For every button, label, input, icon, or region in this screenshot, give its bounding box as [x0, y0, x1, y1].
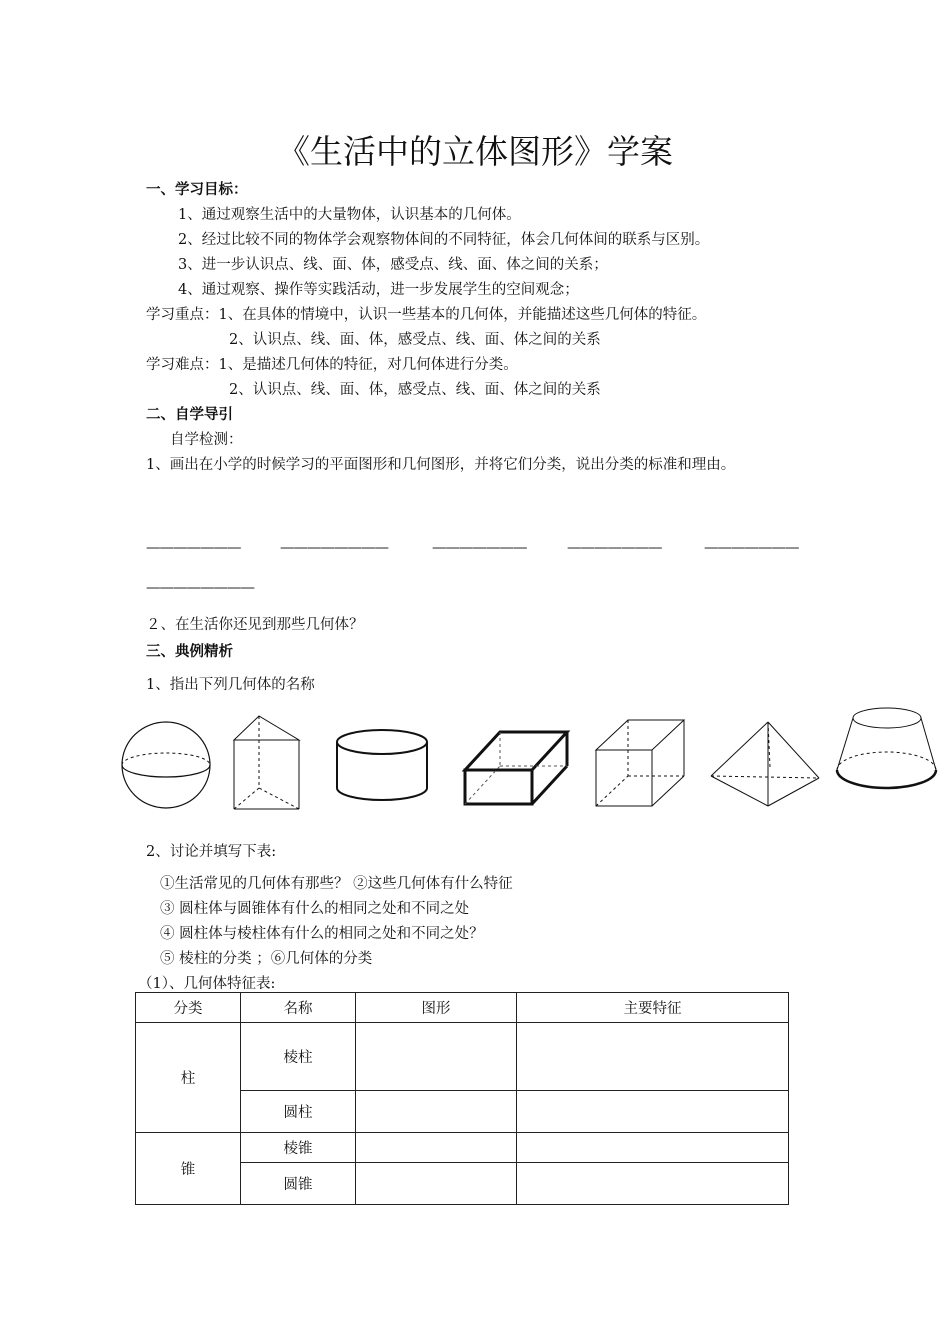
question-1: 1、画出在小学的时候学习的平面图形和几何图形，并将它们分类，说出分类的标准和理由。 — [146, 457, 736, 473]
question-2: ２、在生活你还见到那些几何体？ — [146, 617, 364, 633]
table-header: 主要特征 — [517, 993, 789, 1023]
table-name-cell: 棱柱 — [241, 1023, 356, 1091]
table-figure-cell[interactable] — [356, 1091, 517, 1133]
table-name-cell: 圆锥 — [241, 1163, 356, 1205]
square-pyramid-icon — [708, 718, 822, 810]
example-2-label: 2、讨论并填写下表: — [146, 844, 277, 860]
answer-blank[interactable]: ———————— — [280, 540, 388, 556]
cylinder-icon — [334, 728, 430, 804]
section-heading-goals: 一、学习目标： — [146, 182, 248, 198]
answer-blank[interactable]: ——————— — [432, 540, 527, 556]
table-feature-cell[interactable] — [517, 1023, 789, 1091]
sphere-icon — [120, 720, 214, 810]
table-feature-cell[interactable] — [517, 1133, 789, 1163]
table-figure-cell[interactable] — [356, 1133, 517, 1163]
goal-item: 4、通过观察、操作等实践活动，进一步发展学生的空间观念； — [178, 282, 579, 298]
difficulty-line: 2、认识点、线、面、体，感受点、线、面、体之间的关系 — [229, 382, 601, 398]
table-feature-cell[interactable] — [517, 1163, 789, 1205]
answer-blank[interactable]: ——————— — [704, 540, 799, 556]
triangular-prism-icon — [232, 714, 302, 812]
answer-blank[interactable]: ———————— — [146, 580, 254, 596]
example-1-label: 1、指出下列几何体的名称 — [146, 677, 315, 693]
table-feature-cell[interactable] — [517, 1091, 789, 1133]
self-check-label: 自学检测： — [170, 432, 243, 448]
answer-blank[interactable]: ——————— — [146, 540, 241, 556]
cuboid-bold-icon — [462, 728, 572, 808]
table-name-cell: 棱锥 — [241, 1133, 356, 1163]
frustum-icon — [834, 704, 940, 792]
discussion-item: ①生活常见的几何体有那些？ ②这些几何体有什么特征 — [160, 876, 513, 892]
table-figure-cell[interactable] — [356, 1163, 517, 1205]
table-name-cell: 圆柱 — [241, 1091, 356, 1133]
geometry-features-table — [135, 992, 789, 1205]
cuboid-icon — [594, 718, 688, 810]
table-category: 锥 — [136, 1133, 241, 1205]
table-caption: （1）、几何体特征表: — [138, 976, 276, 992]
goal-item: 3、进一步认识点、线、面、体，感受点、线、面、体之间的关系； — [178, 257, 608, 273]
goal-item: 2、经过比较不同的物体学会观察物体间的不同特征，体会几何体间的联系与区别。 — [178, 232, 710, 248]
discussion-item: ④ 圆柱体与棱柱体有什么的相同之处和不同之处？ — [160, 926, 484, 942]
key-point-line: 2、认识点、线、面、体，感受点、线、面、体之间的关系 — [229, 332, 601, 348]
key-point-line: 学习重点：1、在具体的情境中，认识一些基本的几何体，并能描述这些几何体的特征。 — [146, 307, 707, 323]
section-heading-guide: 二、自学导引 — [146, 407, 233, 423]
table-figure-cell[interactable] — [356, 1023, 517, 1091]
section-heading-examples: 三、典例精析 — [146, 644, 233, 660]
discussion-item: ⑤ 棱柱的分类 ；⑥几何体的分类 — [160, 951, 373, 967]
discussion-item: ③ 圆柱体与圆锥体有什么的相同之处和不同之处 — [160, 901, 470, 917]
goal-item: 1、通过观察生活中的大量物体，认识基本的几何体。 — [178, 207, 521, 223]
table-category: 柱 — [136, 1023, 241, 1133]
table-header: 名称 — [241, 993, 356, 1023]
page-title: 《生活中的立体图形》学案 — [277, 132, 673, 171]
answer-blank[interactable]: ——————— — [567, 540, 662, 556]
difficulty-line: 学习难点：1、是描述几何体的特征，对几何体进行分类。 — [146, 357, 518, 373]
table-header: 分类 — [136, 993, 241, 1023]
table-header: 图形 — [356, 993, 517, 1023]
